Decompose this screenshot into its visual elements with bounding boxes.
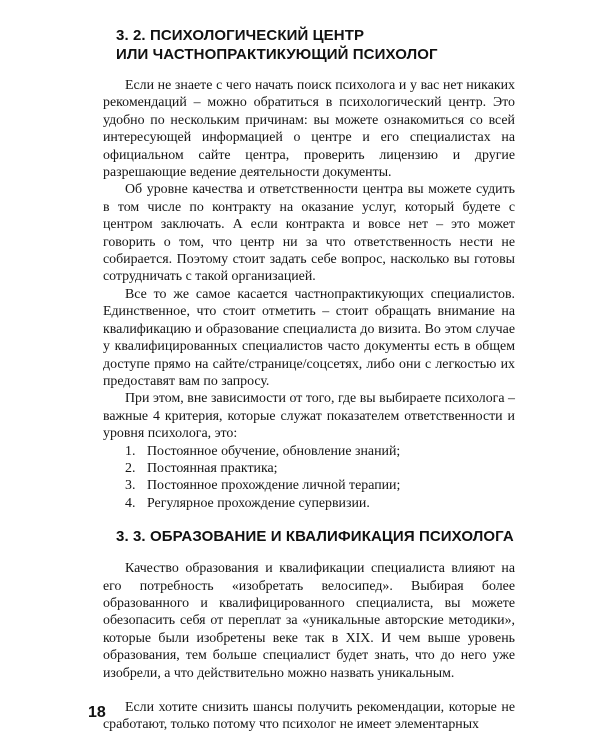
paragraph: Если хотите снизить шансы получить рекомендации, которые не сработают, только потому что психолог не имеет элементарных [103, 700, 515, 733]
paragraph: При этом, вне зависимости от того, где вы выбираете психолога – важные 4 критерия, которые служат показателем ответственности и уровня психолога, это: [103, 391, 515, 442]
paragraph: Об уровне качества и ответственности центра вы можете судить в том числе по контракту на оказание услуг, который будете с центром заключать. А если контракта и вовсе нет – это может говорить о том, что центр ни за что ответственность нести не собирается. Поэтому стоит задать себе вопрос, насколько вы готовы сотрудничать с такой организацией. [103, 182, 515, 285]
list-item-text: Постоянное обучение, обновление знаний; [147, 443, 401, 459]
list-item [103, 495, 515, 512]
heading-line-2: ИЛИ ЧАСТНОПРАКТИКУЮЩИЙ ПСИХОЛОГ [116, 46, 438, 63]
heading-line-1: 3. 2. ПСИХОЛОГИЧЕСКИЙ ЦЕНТР [116, 27, 365, 44]
paragraph: Качество образования и квалификации специалиста влияют на его потребность «изобретать велосипед». Выбирая более образованного и квалифицированного специалиста, вы можете обезопасить себя от переплат за «уникальные авторские методики», которые были изобретены веке так в XIX. И чем выше уровень образования, тем больше специалист будет знать, что до него уже изобрели, а что действительно можно назвать уникальным. [103, 561, 515, 681]
list-item [103, 477, 515, 494]
page-number: 18 [88, 704, 106, 721]
list-item-number: 2. [125, 460, 136, 476]
list-item [103, 460, 515, 477]
list-item-number: 1. [125, 443, 136, 459]
paragraph: Все то же самое касается частнопрактикующих специалистов. Единственное, что стоит отметить – стоит обращать внимание на квалификацию и образование специалиста до визита. Во этом случае у квалифицированных специалистов часто документы есть в общем доступе прямо на сайте/странице/соцсетях, либо они с легкостью их предоставят вам по запросу. [103, 286, 515, 389]
paragraph-gap [103, 682, 515, 699]
paragraph: Если не знаете с чего начать поиск психолога и у вас нет никаких рекомендаций – можно обратиться в психологический центр. Это удобно по нескольким причинам: вы можете ознакомиться со всей интересующей информацией о центре и его специалистах на официальном сайте центра, проверить лицензию и другие разрешающие ведение деятельности документы. [103, 78, 515, 181]
page-content [103, 25, 515, 734]
list-item-text: Постоянная практика; [147, 460, 278, 476]
list-item [103, 443, 515, 460]
list-item-text: Регулярное прохождение супервизии. [147, 495, 370, 511]
section-heading-3-3: 3. 3. ОБРАЗОВАНИЕ И КВАЛИФИКАЦИЯ ПСИХОЛОГА [116, 528, 514, 546]
list-item-number: 3. [125, 478, 136, 494]
list-item-text: Постоянное прохождение личной терапии; [147, 478, 401, 494]
section-heading-3-2 [103, 26, 515, 64]
criteria-list [103, 443, 515, 513]
list-item-number: 4. [125, 495, 136, 511]
